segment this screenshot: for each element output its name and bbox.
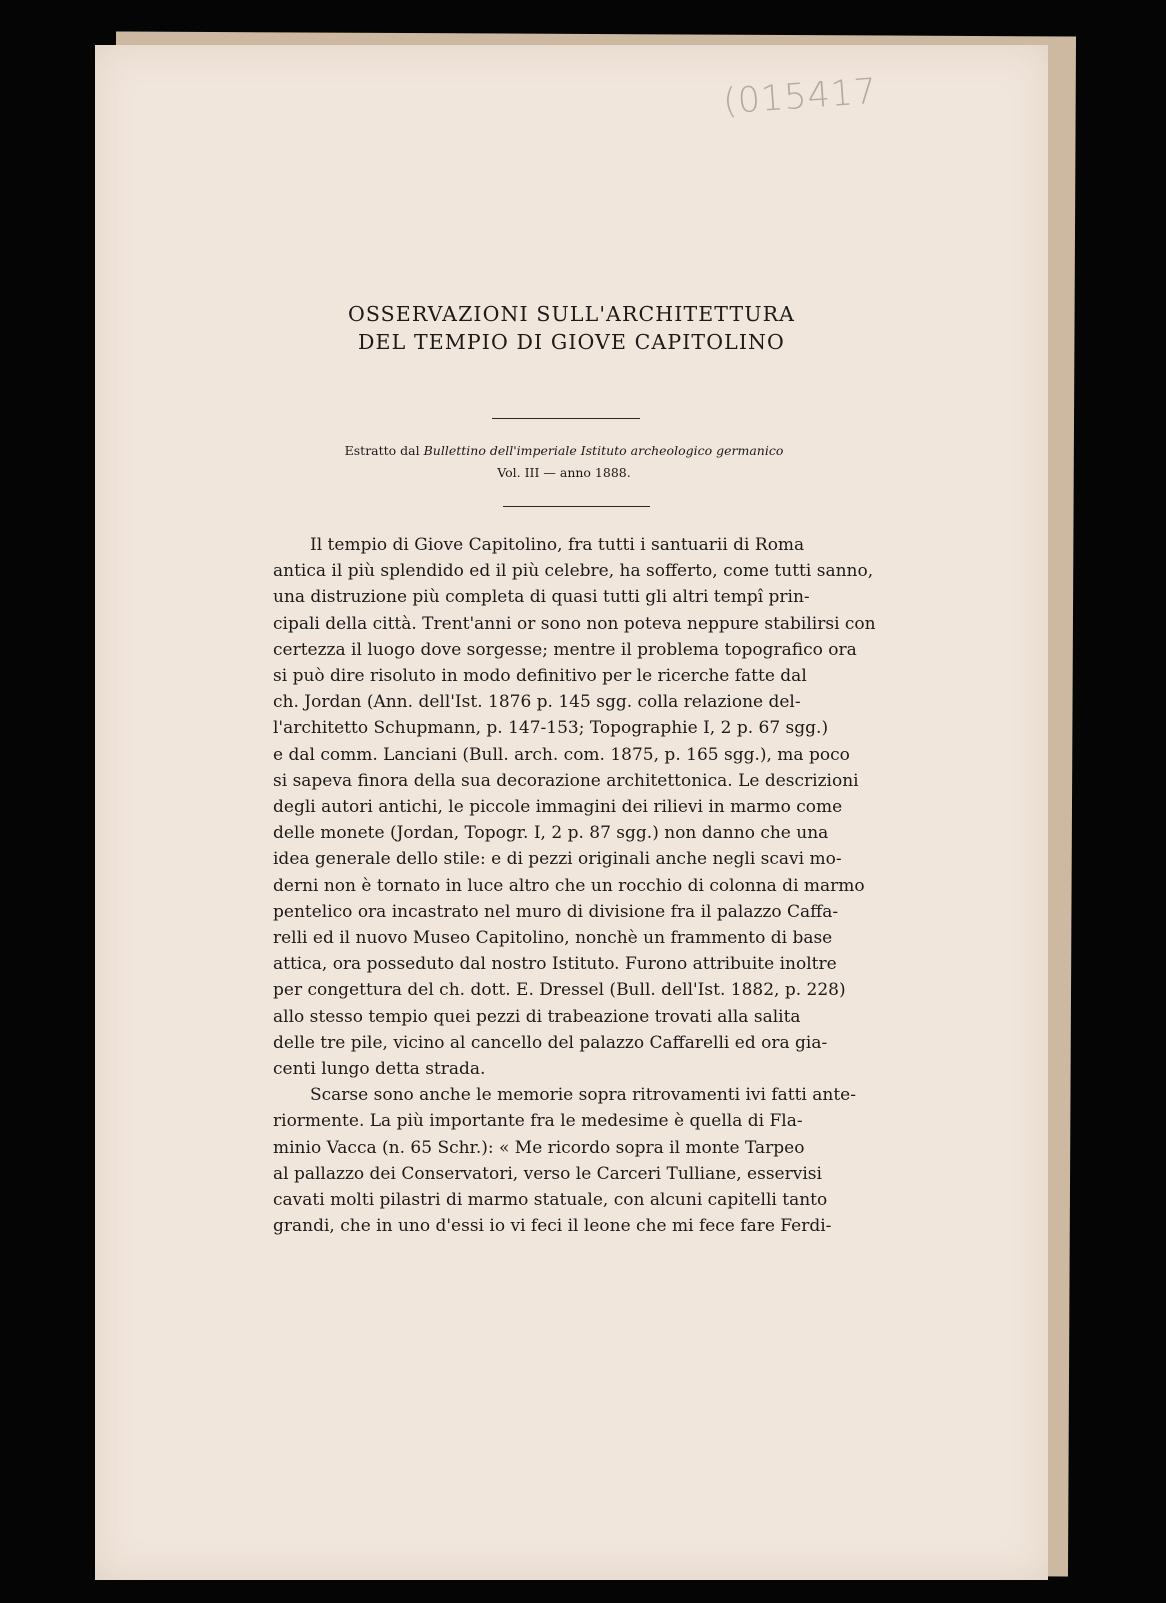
body-line: relli ed il nuovo Museo Capitolino, nonchè un frammento di base	[273, 928, 833, 949]
body-line: ch. Jordan (Ann. dell'Ist. 1876 p. 145 sgg. colla relazione del-	[273, 692, 801, 713]
extract-note	[95, 440, 1033, 484]
body-line: si sapeva finora della sua decorazione architettonica. Le descrizioni	[273, 770, 859, 791]
body-line: per congettura del ch. dott. E. Dressel (Bull. dell'Ist. 1882, p. 228)	[273, 980, 846, 1001]
body-line: Il tempio di Giove Capitolino, fra tutti i santuarii di Roma	[310, 535, 805, 555]
body-line: e dal comm. Lanciani (Bull. arch. com. 1875, p. 165 sgg.), ma poco	[273, 744, 850, 765]
body-line: attica, ora posseduto dal nostro Istituto. Furono attribuite inoltre	[273, 954, 837, 975]
body-line: derni non è tornato in luce altro che un rocchio di colonna di marmo	[273, 875, 865, 896]
title-line-2: DEL TEMPIO DI GIOVE CAPITOLINO	[358, 330, 785, 354]
body-line: antica il più splendido ed il più celebre, ha sofferto, come tutti sanno,	[273, 561, 874, 582]
extract-source	[95, 440, 1033, 462]
extract-prefix: Estratto dal	[344, 443, 424, 458]
divider-bottom	[503, 506, 650, 507]
document-page	[95, 45, 1048, 1580]
body-line: idea generale dello stile: e di pezzi originali anche negli scavi mo-	[273, 849, 842, 870]
body-line: Scarse sono anche le memorie sopra ritrovamenti ivi fatti ante-	[310, 1085, 856, 1106]
title-line-1: OSSERVAZIONI SULL'ARCHITETTURA	[347, 302, 796, 326]
body-line: cavati molti pilastri di marmo statuale, con alcuni capitelli tanto	[273, 1190, 828, 1211]
body-line: grandi, che in uno d'essi io vi feci il leone che mi fece fare Ferdi-	[273, 1216, 832, 1237]
body-text	[273, 532, 876, 1239]
body-line: riormente. La più importante fra le medesime è quella di Fla-	[273, 1111, 803, 1132]
body-line: delle tre pile, vicino al cancello del palazzo Caffarelli ed ora gia-	[273, 1032, 828, 1053]
body-line: pentelico ora incastrato nel muro di divisione fra il palazzo Caffa-	[273, 901, 839, 922]
body-line: l'architetto Schupmann, p. 147-153; Topographie I, 2 p. 67 sgg.)	[273, 718, 829, 739]
journal-name: Bullettino dell'imperiale Istituto archeologico germanico	[423, 443, 784, 458]
body-line: certezza il luogo dove sorgesse; mentre il problema topografico ora	[273, 639, 857, 660]
body-line: minio Vacca (n. 65 Schr.): « Me ricordo sopra il monte Tarpeo	[273, 1137, 805, 1158]
extract-volume: Vol. III — anno 1888.	[497, 465, 631, 480]
body-line: degli autori antichi, le piccole immagini dei rilievi in marmo come	[273, 797, 843, 818]
body-line: al pallazzo dei Conservatori, verso le Carceri Tulliane, esservisi	[273, 1163, 822, 1184]
divider-top	[492, 418, 640, 419]
body-line: allo stesso tempio quei pezzi di trabeazione trovati alla salita	[273, 1006, 801, 1027]
body-line: una distruzione più completa di quasi tutti gli altri tempî prin-	[273, 587, 810, 608]
catalog-number: (015417	[721, 71, 879, 123]
page-title	[95, 300, 1048, 356]
body-line: si può dire risoluto in modo definitivo per le ricerche fatte dal	[273, 666, 807, 687]
body-line: centi lungo detta strada.	[273, 1059, 486, 1080]
body-line: delle monete (Jordan, Topogr. I, 2 p. 87 sgg.) non danno che una	[273, 823, 829, 844]
body-line: cipali della città. Trent'anni or sono non poteva neppure stabilirsi con	[273, 613, 876, 634]
